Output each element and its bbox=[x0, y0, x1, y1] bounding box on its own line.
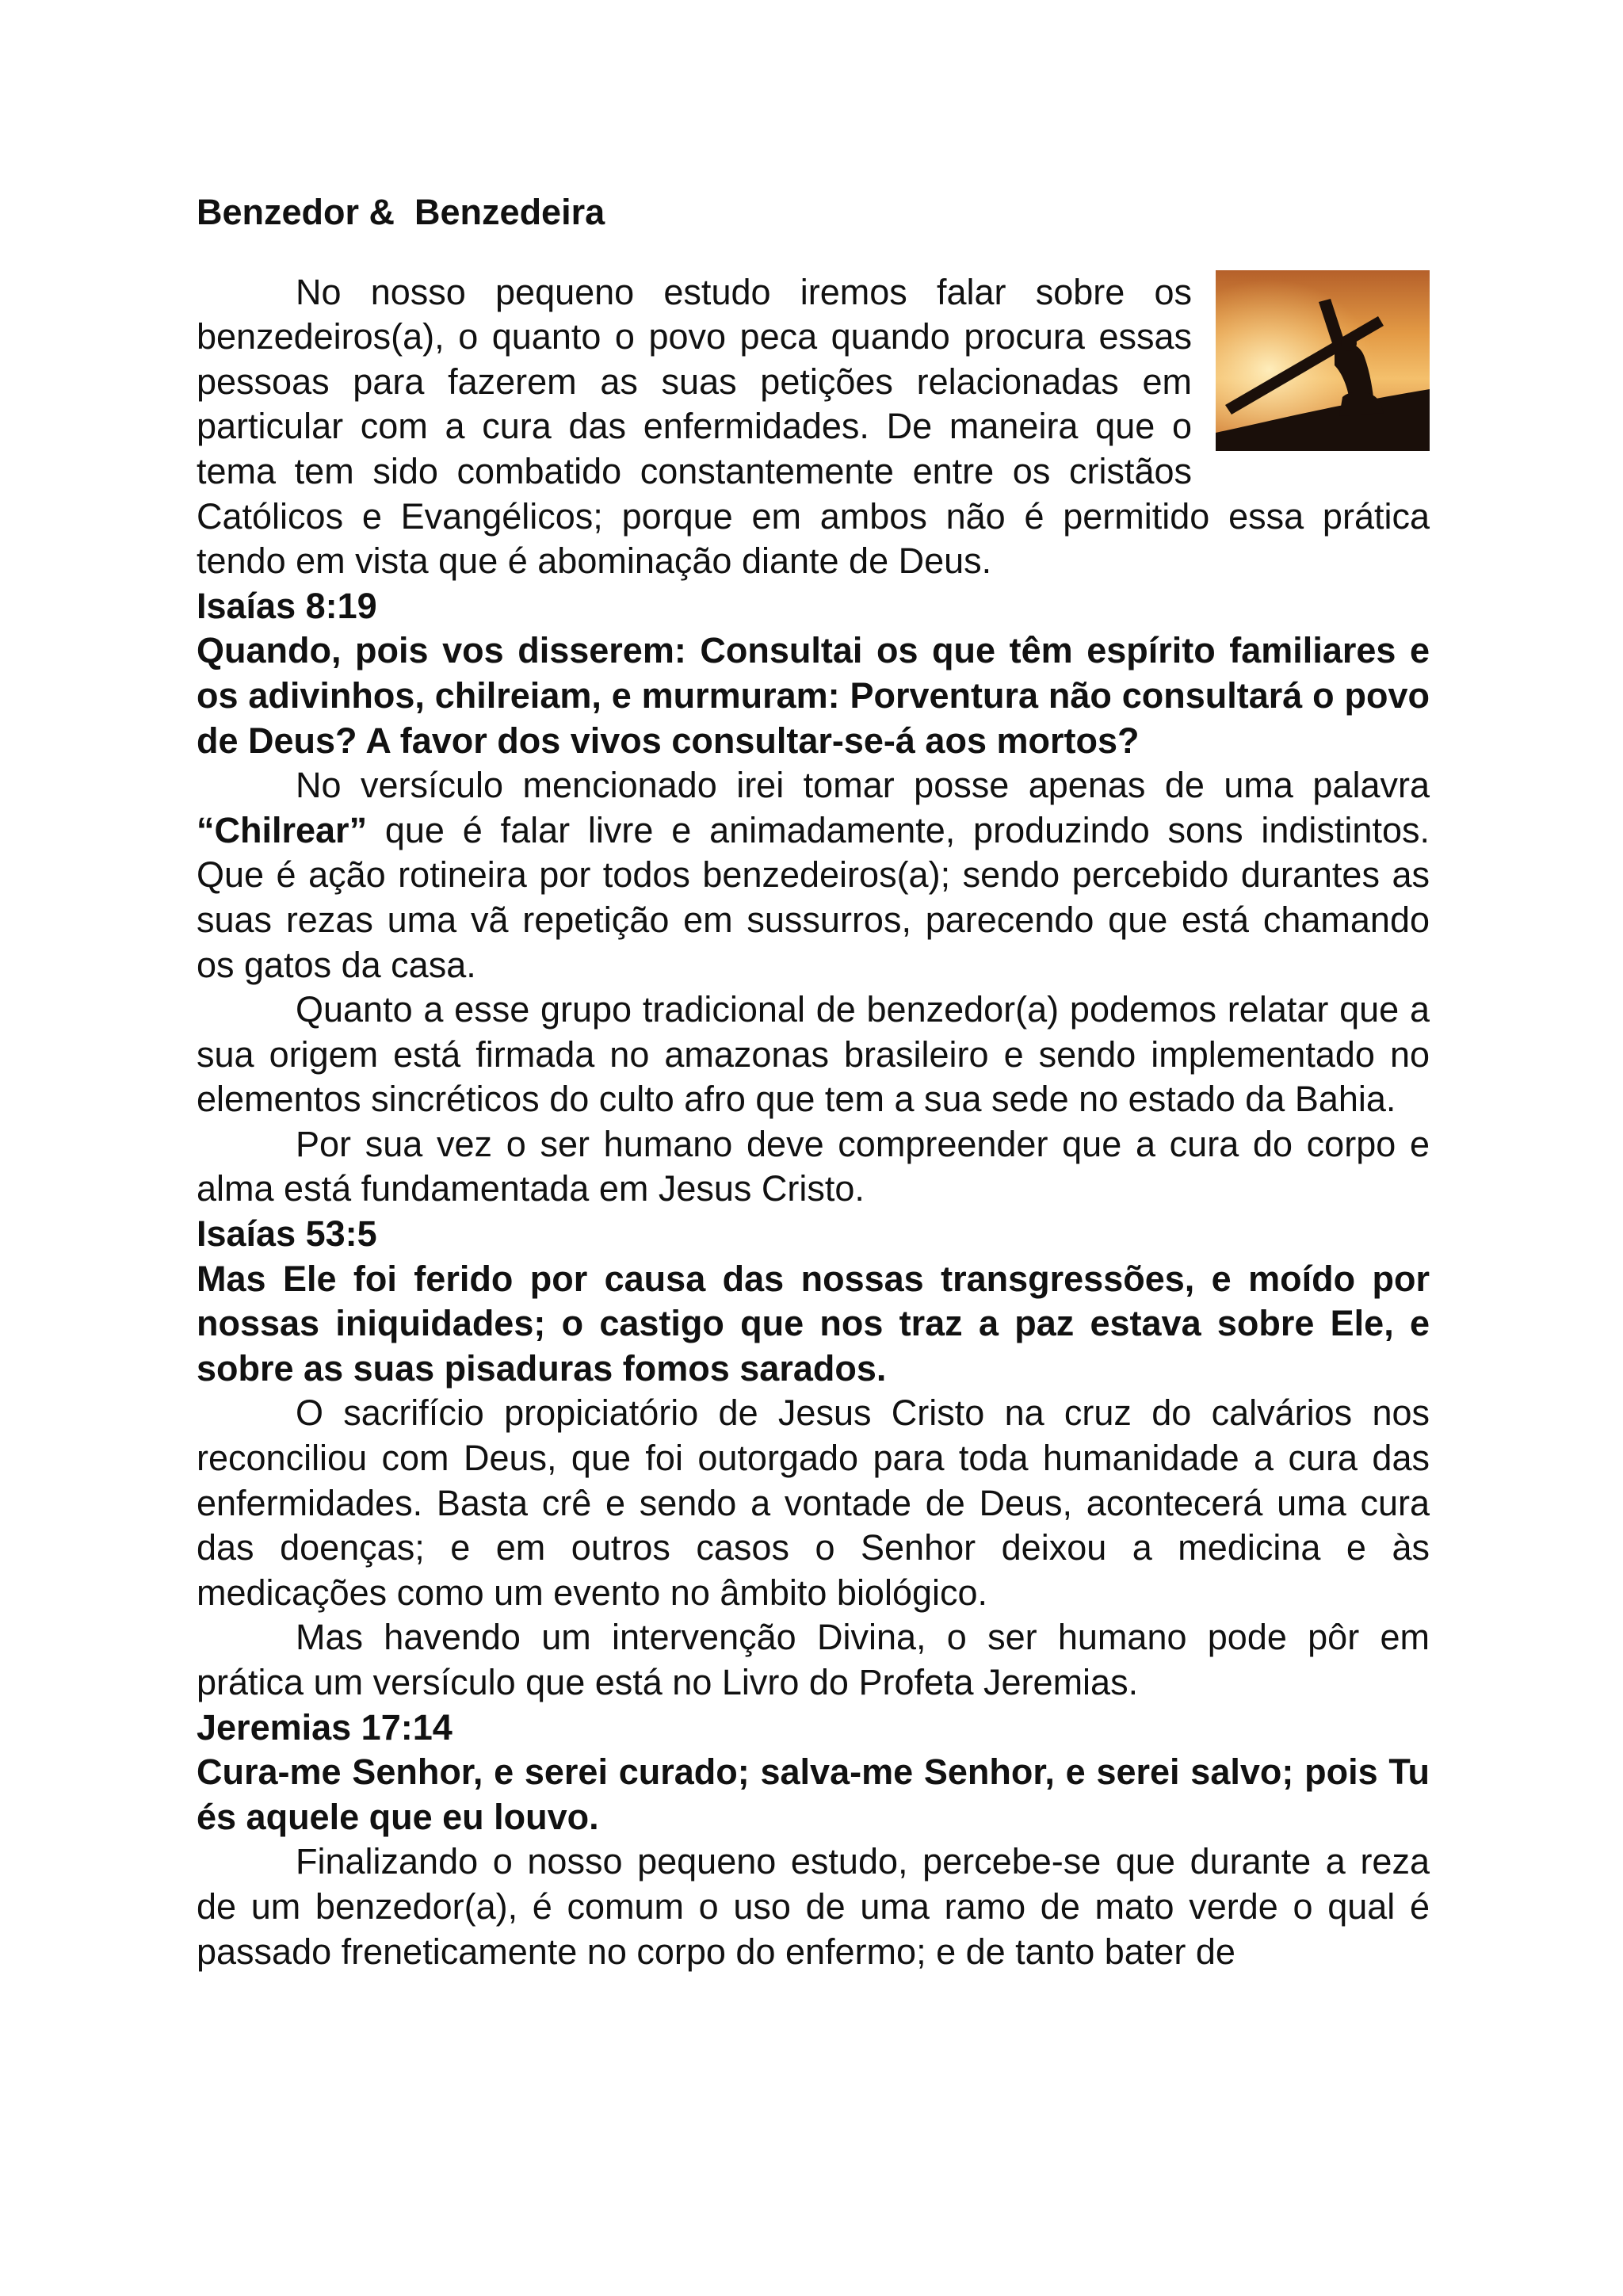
intro-paragraph: No nosso pequeno estudo iremos falar sobre os benzedeiros(a), o quanto o povo peca quando procura essas pessoas para fazerem as suas petições relacionadas em particular com a cura das enfermidades. De maneira que o tema tem sido combatido constantemente entre os cristãos Católicos e Evangélicos; porque em ambos não é permitido essa prática tendo em vista que é abominação diante de Deus. bbox=[197, 271, 1430, 582]
chilrear-paragraph bbox=[197, 763, 1430, 988]
origin-paragraph: Quanto a esse grupo tradicional de benzedor(a) podemos relatar que a sua origem está firmada no amazonas brasileiro e sendo implementado no elementos sincréticos do culto afro que tem a sua sede no estado da Bahia. bbox=[197, 989, 1430, 1120]
chilrear-word: “Chilrear” bbox=[197, 809, 368, 850]
document-page bbox=[197, 190, 1430, 1974]
scripture-verse-jeremias-17-14: Cura-me Senhor, e serei curado; salva-me Senhor, e serei salvo; pois Tu és aquele que eu louvo. bbox=[197, 1752, 1430, 1837]
scripture-verse-isaias-8-19: Quando, pois vos disserem: Consultai os que têm espírito familiares e os adivinhos, chilreiam, e murmuram: Porventura não consultará o povo de Deus? A favor dos vivos consultar-se-á aos mortos? bbox=[197, 630, 1430, 761]
cross-bearer-image bbox=[1216, 270, 1430, 451]
sacrifice-paragraph: O sacrifício propiciatório de Jesus Cristo na cruz do calvários nos reconciliou com Deus, que foi outorgado para toda humanidade a cura das enfermidades. Basta crê e sendo a vontade de Deus, acontecerá uma cura das doenças; e em outros casos o Senhor deixou a medicina e às medicações como um evento no âmbito biológico. bbox=[197, 1392, 1430, 1613]
closing-paragraph: Finalizando o nosso pequeno estudo, percebe-se que durante a reza de um benzedor(a), é comum o uso de uma ramo de mato verde o qual é passado freneticamente no corpo do enfermo; e de tanto bater de bbox=[197, 1841, 1430, 1972]
man-carrying-cross-icon bbox=[1216, 270, 1430, 451]
scripture-reference-isaias-8-19: Isaías 8:19 bbox=[197, 585, 377, 626]
chilrear-text-after: que é falar livre e animadamente, produzindo sons indistintos. Que é ação rotineira por todos benzedeiros(a); sendo percebido durantes as suas rezas uma vã repetição em sussurros, parecendo que está chamando os gatos da casa. bbox=[197, 809, 1430, 985]
scripture-verse-isaias-53-5: Mas Ele foi ferido por causa das nossas transgressões, e moído por nossas iniquidades; o castigo que nos traz a paz estava sobre Ele, e sobre as suas pisaduras fomos sarados. bbox=[197, 1258, 1430, 1389]
document-title: Benzedor & Benzedeira bbox=[197, 192, 605, 232]
chilrear-text-before: No versículo mencionado irei tomar posse apenas de uma palavra bbox=[296, 765, 1430, 806]
scripture-reference-jeremias-17-14: Jeremias 17:14 bbox=[197, 1706, 453, 1748]
scripture-reference-isaias-53-5: Isaías 53:5 bbox=[197, 1213, 377, 1255]
intervention-paragraph: Mas havendo um intervenção Divina, o ser humano pode pôr em prática um versículo que está no Livro do Profeta Jeremias. bbox=[197, 1617, 1430, 1702]
cure-paragraph: Por sua vez o ser humano deve compreender que a cura do corpo e alma está fundamentada em Jesus Cristo. bbox=[197, 1123, 1430, 1209]
